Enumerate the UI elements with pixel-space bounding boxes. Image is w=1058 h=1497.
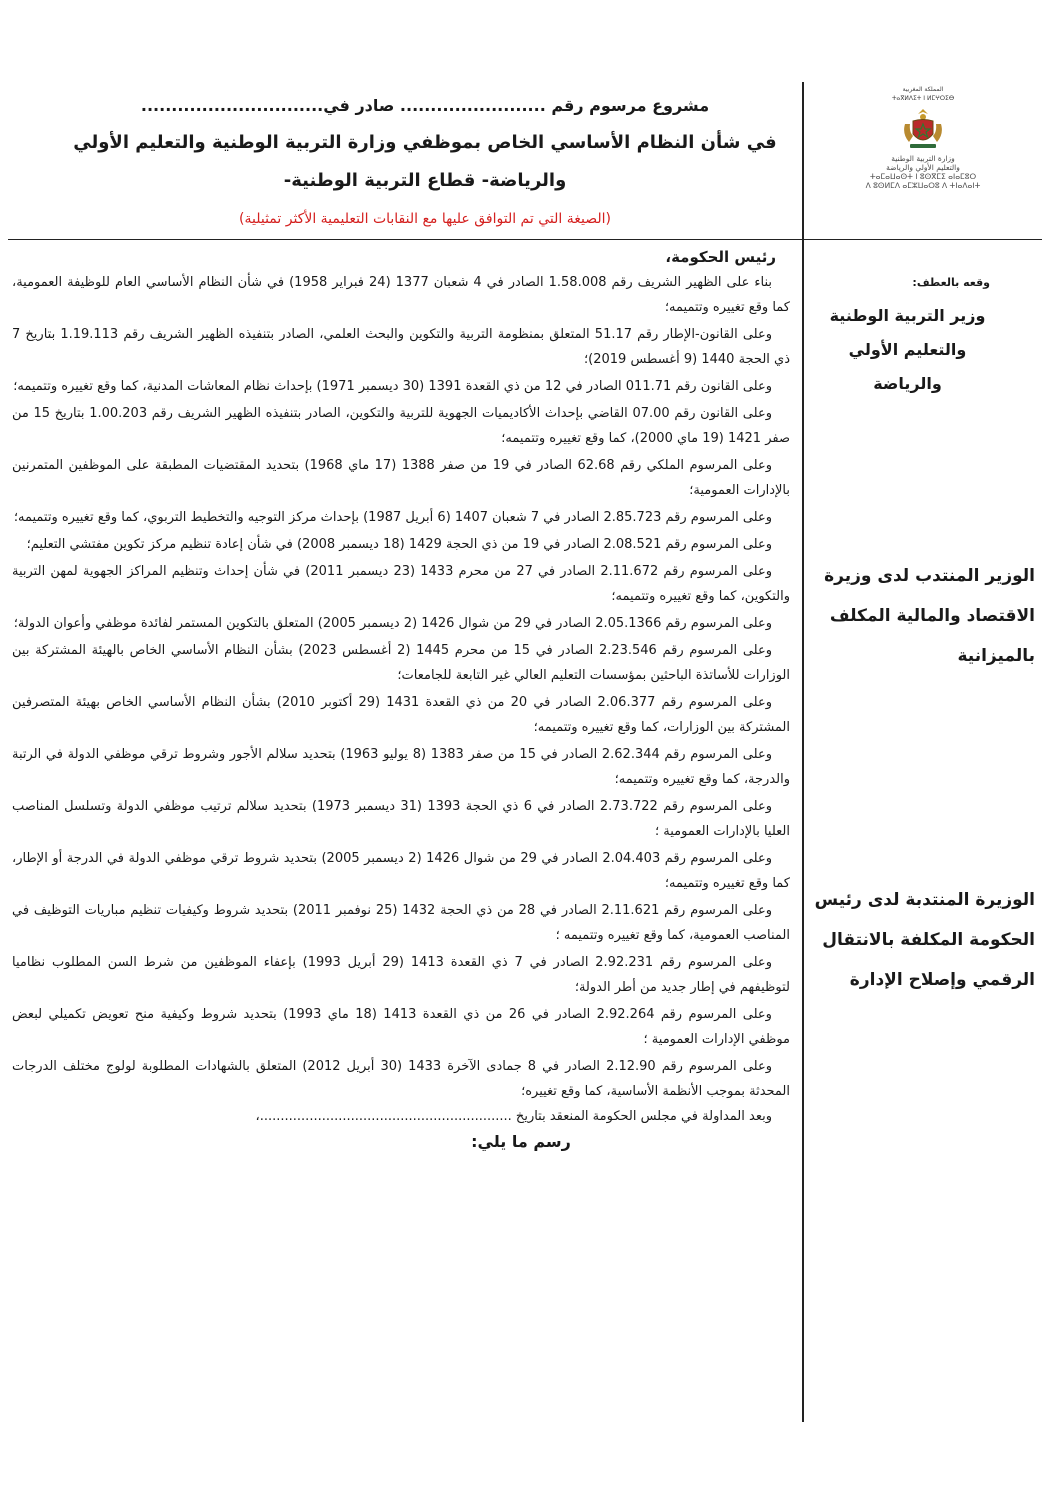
preamble-paragraph: وعلى المرسوم الملكي رقم 62.68 الصادر في 19 من صفر 1388 (17 ماي 1968) بتحديد المقتضيات المطبقة على الموظفين المتمرنين بالإدارات العمومية؛ <box>12 458 790 498</box>
preamble-paragraph: وعلى المرسوم رقم 2.23.546 الصادر في 15 من محرم 1445 (2 أغسطس 2023) بشأن النظام الأساسي الخاص بالهيئة المشتركة بين الوزارات للأساتذة الباحثين بمؤسسات التعليم العالي غير التابعة للجامعات؛ <box>12 643 790 683</box>
signatory-education-minister <box>810 276 1025 401</box>
logo-ministry-arabic-1: وزارة التربية الوطنية <box>891 154 955 163</box>
preamble-paragraph: وعلى المرسوم رقم 2.85.723 الصادر في 7 شعبان 1407 (6 أبريل 1987) بإحداث مركز التوجيه والتخطيط التربوي، كما وقع تغييره وتتميمه؛ <box>13 510 772 525</box>
decree-subject: في شأن النظام الأساسي الخاص بموظفي وزارة التربية الوطنية والتعليم الأولي والرياضة- قطاع التربية الوطنية- <box>73 132 777 191</box>
header-divider <box>8 239 1042 240</box>
preamble-paragraph: وعلى المرسوم رقم 2.62.344 الصادر في 15 من صفر 1383 (8 يوليو 1963) بتحديد سلالم الأجور وشروط ترقي موظفي الدولة في الرتبة والدرجة، كما وقع تغييره وتتميمه؛ <box>12 747 790 787</box>
ministry-logo <box>848 86 998 214</box>
preamble-paragraph: وعلى المرسوم رقم 2.12.90 الصادر في 8 جمادى الآخرة 1433 (30 أبريل 2012) المتعلق بالشهادات المطلوبة لولوج مختلف الدرجات المحدثة بموجب الأنظمة الأساسية، كما وقع تغييره؛ <box>12 1059 790 1099</box>
preamble-paragraph: وعلى المرسوم رقم 2.92.264 الصادر في 26 من ذي القعدة 1413 (18 ماي 1993) بتحديد شروط وكيفية منح تعويض تكميلي لبعض موظفي الإدارات العمومية ؛ <box>12 1007 790 1047</box>
preamble-paragraph: وعلى المرسوم رقم 2.06.377 الصادر في 20 من ذي القعدة 1431 (29 أكتوبر 2010) بشأن النظام الأساسي الخاص بهيئة المتصرفين المشتركة بين الوزارات، كما وقع تغييره وتتميمه؛ <box>12 695 790 735</box>
preamble-paragraph: وعلى القانون رقم 07.00 القاضي بإحداث الأكاديميات الجهوية للتربية والتكوين، الصادر بتنفيذه الظهير الشريف رقم 1.00.203 بتاريخ 15 من صفر 1421 (19 ماي 2000)، كما وقع تغييره وتتميمه؛ <box>12 406 790 446</box>
preamble-paragraph: وعلى المرسوم رقم 2.92.231 الصادر في 7 ذي القعدة 1413 (29 أبريل 1993) بإعفاء الموظفين من شرط السن المطلوب نظاميا لتوظيفهم في إطار جديد من أطر الدولة؛ <box>12 955 790 995</box>
logo-ministry-arabic-2: والتعليم الأولي والرياضة <box>886 163 960 172</box>
preamble-paragraph: وعلى المرسوم رقم 2.73.722 الصادر في 6 ذي الحجة 1393 (31 ديسمبر 1973) بتحديد سلالم ترتيب موظفي الدولة وتسلسل المناصب العليا بالإدارات العمومية ؛ <box>12 799 790 839</box>
deliberation-line: وبعد المداولة في مجلس الحكومة المنعقد بتاريخ .............................................................، <box>255 1109 772 1124</box>
preamble-paragraph: وعلى القانون رقم 011.71 الصادر في 12 من ذي القعدة 1391 (30 ديسمبر 1971) بإحداث نظام المعاشات المدنية، كما وقع تغييره وتتميمه؛ <box>13 379 772 394</box>
preamble-paragraph: وعلى المرسوم رقم 2.04.403 الصادر في 29 من شوال 1426 (2 ديسمبر 2005) بتحديد شروط ترقي موظفي الدولة في الدرجة أو الإطار، كما وقع تغييره وتتميمه؛ <box>12 851 790 891</box>
signatory-digital-minister <box>810 880 1035 1000</box>
agreement-note: (الصيغة التي تم التوافق عليها مع النقابات التعليمية الأكثر تمثيلية) <box>239 211 611 227</box>
signatory-title: وزير التربية الوطنية والتعليم الأولي والرياضة <box>829 306 986 393</box>
decree-title: مشروع مرسوم رقم ........................ صادر في.............................. <box>140 96 710 115</box>
head-of-government: رئيس الحكومة، <box>665 248 776 266</box>
logo-kingdom-arabic: المملكة المغربية <box>902 86 944 93</box>
decree-body <box>12 246 790 1167</box>
logo-ministry-tifinagh-2: ⴷ ⵓⵙⵍⵎⴷ ⴰⵎⵣⵡⴰⵔⵓ ⴷ ⵜⵏⴰⴷⴰⵏⵜ <box>865 181 981 190</box>
signatory-title: الوزيرة المنتدبة لدى رئيس الحكومة المكلفة بالانتقال الرقمي وإصلاح الإدارة <box>814 890 1035 990</box>
preamble-paragraph: وعلى المرسوم رقم 2.11.672 الصادر في 27 من محرم 1433 (23 ديسمبر 2011) في شأن إحداث وتنظيم المراكز الجهوية لمهن التربية والتكوين، كما وقع تغييره وتتميمه؛ <box>12 564 790 604</box>
column-divider <box>802 82 804 1422</box>
signatory-title: الوزير المنتدب لدى وزيرة الاقتصاد والمالية المكلف بالميزانية <box>824 566 1035 666</box>
decree-heading: رسم ما يلي: <box>471 1132 571 1151</box>
preamble-paragraph: وعلى المرسوم رقم 2.05.1366 الصادر في 29 من شوال 1426 (2 ديسمبر 2005) المتعلق بالتكوين المستمر لفائدة موظفي وأعوان الدولة؛ <box>13 616 772 631</box>
signatory-budget-minister <box>810 556 1035 676</box>
preamble-paragraph: بناء على الظهير الشريف رقم 1.58.008 الصادر في 4 شعبان 1377 (24 فبراير 1958) في شأن النظام الأساسي العام للوظيفة العمومية، كما وقع تغييره وتتميمه؛ <box>12 275 790 315</box>
preamble-paragraph: وعلى المرسوم رقم 2.08.521 الصادر في 19 من ذي الحجة 1429 (18 ديسمبر 2008) في شأن إعادة تنظيم مركز تكوين مفتشي التعليم؛ <box>26 537 772 552</box>
logo-kingdom-tifinagh: ⵜⴰⴳⵍⴷⵉⵜ ⵏ ⵍⵎⵖⵔⵉⴱ <box>891 95 955 102</box>
logo-ministry-tifinagh-1: ⵜⴰⵎⴰⵡⴰⵙⵜ ⵏ ⵓⵙⴳⵎⵉ ⴰⵏⴰⵎⵓⵔ <box>869 172 977 181</box>
coat-of-arms-icon <box>900 106 946 152</box>
document-header <box>60 94 790 230</box>
preamble-paragraph: وعلى المرسوم رقم 2.11.621 الصادر في 28 من ذي الحجة 1432 (25 نوفمبر 2011) بتحديد شروط وكيفيات تنظيم مباريات التوظيف في المناصب العمومية، كما وقع تغييره وتتميمه ؛ <box>12 903 790 943</box>
countersign-label: وقعه بالعطف: <box>912 276 990 289</box>
preamble-paragraph: وعلى القانون-الإطار رقم 51.17 المتعلق بمنظومة التربية والتكوين والبحث العلمي، الصادر بتنفيذه الظهير الشريف رقم 1.19.113 بتاريخ 7 ذي الحجة 1440 (9 أغسطس 2019)؛ <box>12 327 790 367</box>
